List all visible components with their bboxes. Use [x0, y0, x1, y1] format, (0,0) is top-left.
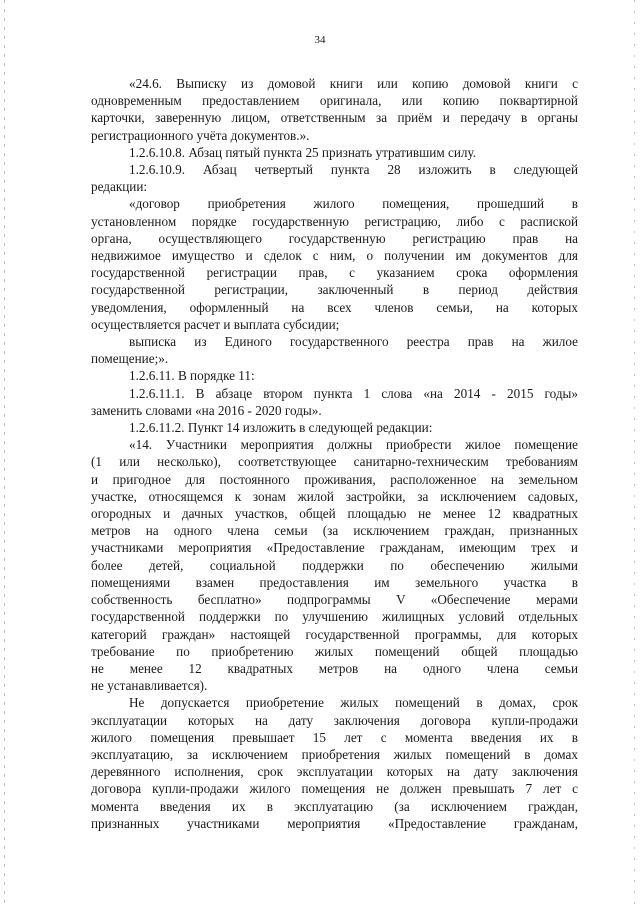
text-line: выписка из Единого государственного реестра прав на жилое — [129, 334, 578, 350]
text-line: установленном порядке государственную регистрацию, либо с распиской — [91, 213, 578, 229]
text-line: органа, осуществляющего государственную регистрацию прав на — [91, 230, 578, 246]
text-line: момента введения их в эксплуатацию (за исключением граждан, — [91, 798, 578, 814]
text-line: одновременным предоставлением оригинала, или копию поквартирной — [91, 93, 578, 109]
page-number: 34 — [314, 34, 326, 46]
text-line: заменить словами «на 2016 - 2020 годы». — [91, 402, 322, 418]
text-line: «договор приобретения жилого помещения, прошедший в — [129, 196, 578, 212]
text-line: и пригодное для постоянного проживания, расположенное на земельном — [91, 471, 578, 487]
text-line: 1.2.6.10.9. Абзац четвертый пункта 28 изложить в следующей — [129, 162, 578, 178]
text-line: не менее 12 квадратных метров на одного члена семьи — [91, 660, 578, 676]
text-line: государственной регистрации прав, с указанием срока оформления — [91, 265, 578, 281]
text-line: эксплуатацию, за исключением приобретения жилых помещений в домах — [91, 746, 578, 762]
text-line: «24.6. Выписку из домовой книги или копию домовой книги с — [129, 76, 578, 91]
text-line: более детей, социальной поддержки по обеспечению жилыми — [91, 557, 578, 573]
text-line: жилого помещения превышает 15 лет с момента введения их в — [91, 729, 578, 745]
text-line: категорий граждан» настоящей государственной программы, для которых — [91, 626, 578, 642]
text-line: регистрационного учёта документов.». — [91, 127, 310, 143]
document-body — [91, 75, 578, 832]
text-line: эксплуатации которых на дату заключения договора купли-продажи — [91, 712, 578, 728]
text-line: уведомления, оформленный на всех членов семьи, на которых — [91, 299, 578, 315]
text-line: государственной поддержки по улучшению жилищных условий отдельных — [91, 609, 578, 625]
text-line: деревянного исполнения, срок эксплуатации которых на дату заключения — [91, 764, 578, 780]
text-line: признанных участниками мероприятия «Предоставление гражданам, — [91, 815, 578, 831]
text-line: «14. Участники мероприятия должны приобрести жилое помещение — [129, 437, 578, 453]
text-line: осуществляется расчет и выплата субсидии; — [91, 316, 340, 332]
text-line: 1.2.6.11.1. В абзаце втором пункта 1 слова «на 2014 - 2015 годы» — [129, 385, 578, 401]
scan-edge-right — [634, 0, 635, 905]
text-line: метров на одного члена семьи (за исключением граждан, признанных — [91, 523, 578, 539]
text-line: требование по приобретению жилых помещений общей площадью — [91, 643, 578, 659]
text-line: собственность бесплатно» подпрограммы V «Обеспечение мерами — [91, 592, 578, 608]
text-line: (1 или несколько), соответствующее санитарно-техническим требованиям — [91, 454, 578, 470]
scan-edge-left — [4, 0, 5, 905]
text-line: не устанавливается). — [91, 678, 208, 694]
text-line: помещение;». — [91, 351, 169, 367]
text-line: редакции: — [91, 179, 148, 195]
text-line: недвижимое имущество и сделок с ним, о получении им документов для — [91, 248, 578, 264]
text-line: помещениями взамен предоставления им земельного участка в — [91, 574, 578, 590]
text-line: участниками мероприятия «Предоставление гражданам, имеющим трех и — [91, 540, 578, 556]
text-line: огородных и дачных участков, общей площадью не менее 12 квадратных — [91, 506, 578, 522]
text-line: государственной регистрации, заключенный в период действия — [91, 282, 578, 298]
text-line: договора купли-продажи жилого помещения не должен превышать 7 лет с — [91, 781, 578, 797]
text-line: 1.2.6.10.8. Абзац пятый пункта 25 признать утратившим силу. — [129, 144, 477, 160]
text-line: 1.2.6.11.2. Пункт 14 изложить в следующей редакции: — [129, 420, 433, 436]
text-line: участке, относящемся к зонам жилой застройки, за исключением садовых, — [91, 488, 578, 504]
text-line: 1.2.6.11. В порядке 11: — [129, 368, 255, 384]
text-line: карточки, заверенную лицом, ответственным за приём и передачу в органы — [91, 110, 578, 126]
text-line: Не допускается приобретение жилых помещений в домах, срок — [129, 695, 578, 711]
